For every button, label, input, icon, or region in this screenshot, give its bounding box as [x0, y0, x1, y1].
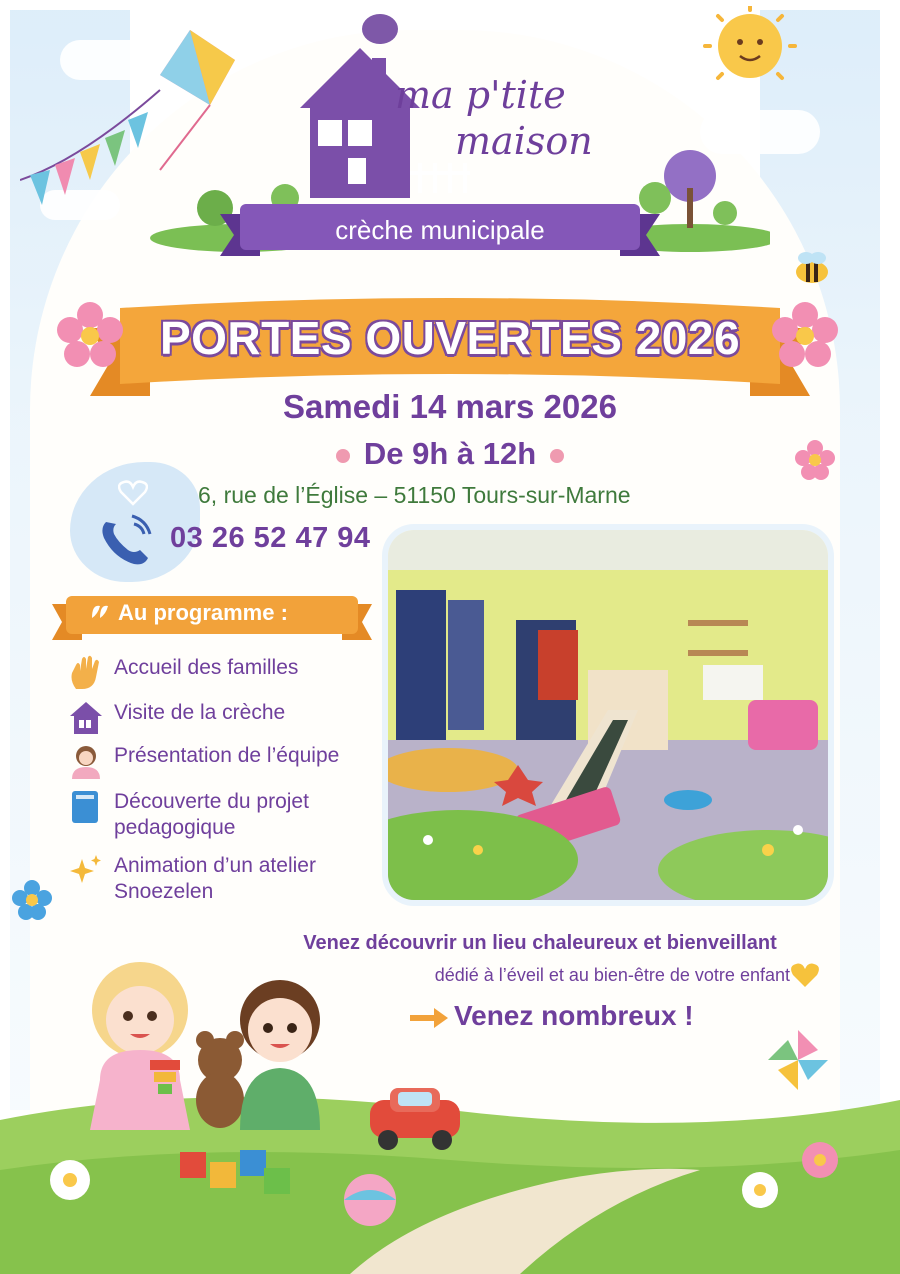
bullet-dot	[336, 449, 350, 463]
creche-playroom-photo	[388, 530, 828, 900]
house-icon	[66, 700, 106, 736]
creche-subtitle: crèche municipale	[335, 215, 545, 245]
list-item	[66, 700, 396, 736]
blue-flower-icon	[12, 880, 52, 920]
leaf-icon	[90, 602, 110, 620]
list-item	[66, 853, 396, 905]
list-item	[66, 743, 396, 779]
arrow-right-icon	[410, 1008, 448, 1028]
programme-heading: Au programme :	[118, 600, 288, 625]
list-item	[66, 789, 396, 841]
call-to-action: Venez nombreux !	[454, 1000, 694, 1031]
phone-number: 03 26 52 47 94	[170, 522, 371, 554]
list-item	[66, 655, 396, 691]
book-icon	[66, 789, 106, 825]
programme-item-label: Animation d’un atelier Snoezelen	[114, 854, 316, 903]
pink-flower-icon	[55, 300, 125, 370]
event-hours: De 9h à 12h	[363, 436, 537, 471]
hand-icon	[66, 655, 106, 691]
programme-item-label: Découverte du projet pedagogique	[114, 790, 309, 839]
bee-icon	[788, 248, 834, 288]
event-hours-row	[150, 436, 750, 472]
invite-line-1: Venez découvrir un lieu chaleureux et bienveillant	[303, 932, 777, 954]
phone-icon	[94, 508, 164, 568]
programme-item-label: Présentation de l’équipe	[114, 744, 340, 767]
sparkle-icon	[66, 853, 106, 889]
pinwheel-icon	[768, 1030, 828, 1090]
children-playing-illustration	[60, 940, 360, 1160]
bullet-dot	[550, 449, 564, 463]
open-day-title: PORTES OUVERTES 2026	[159, 312, 741, 364]
heart-icon	[118, 480, 148, 506]
address-text: 6, rue de l’Église – 51150 Tours-sur-Marne	[198, 482, 631, 508]
person-icon	[66, 743, 106, 779]
pink-flower-icon	[770, 300, 840, 370]
programme-item-label: Accueil des familles	[114, 656, 299, 679]
event-date: Samedi 14 mars 2026	[283, 388, 617, 425]
invite-line-2: dédié à l’éveil et au bien-être de votre enfant	[434, 965, 790, 985]
logo-wordmark	[395, 72, 655, 164]
pink-flower-icon	[795, 440, 835, 480]
heart-icon	[790, 962, 820, 988]
logo-line-2: maison	[455, 119, 593, 163]
programme-item-label: Visite de la crèche	[114, 701, 286, 724]
playroom-illustration	[388, 530, 828, 900]
call-to-action-row	[410, 1000, 810, 1032]
smoke-decoration	[362, 14, 398, 44]
logo-line-1: ma p'tite	[395, 73, 566, 117]
